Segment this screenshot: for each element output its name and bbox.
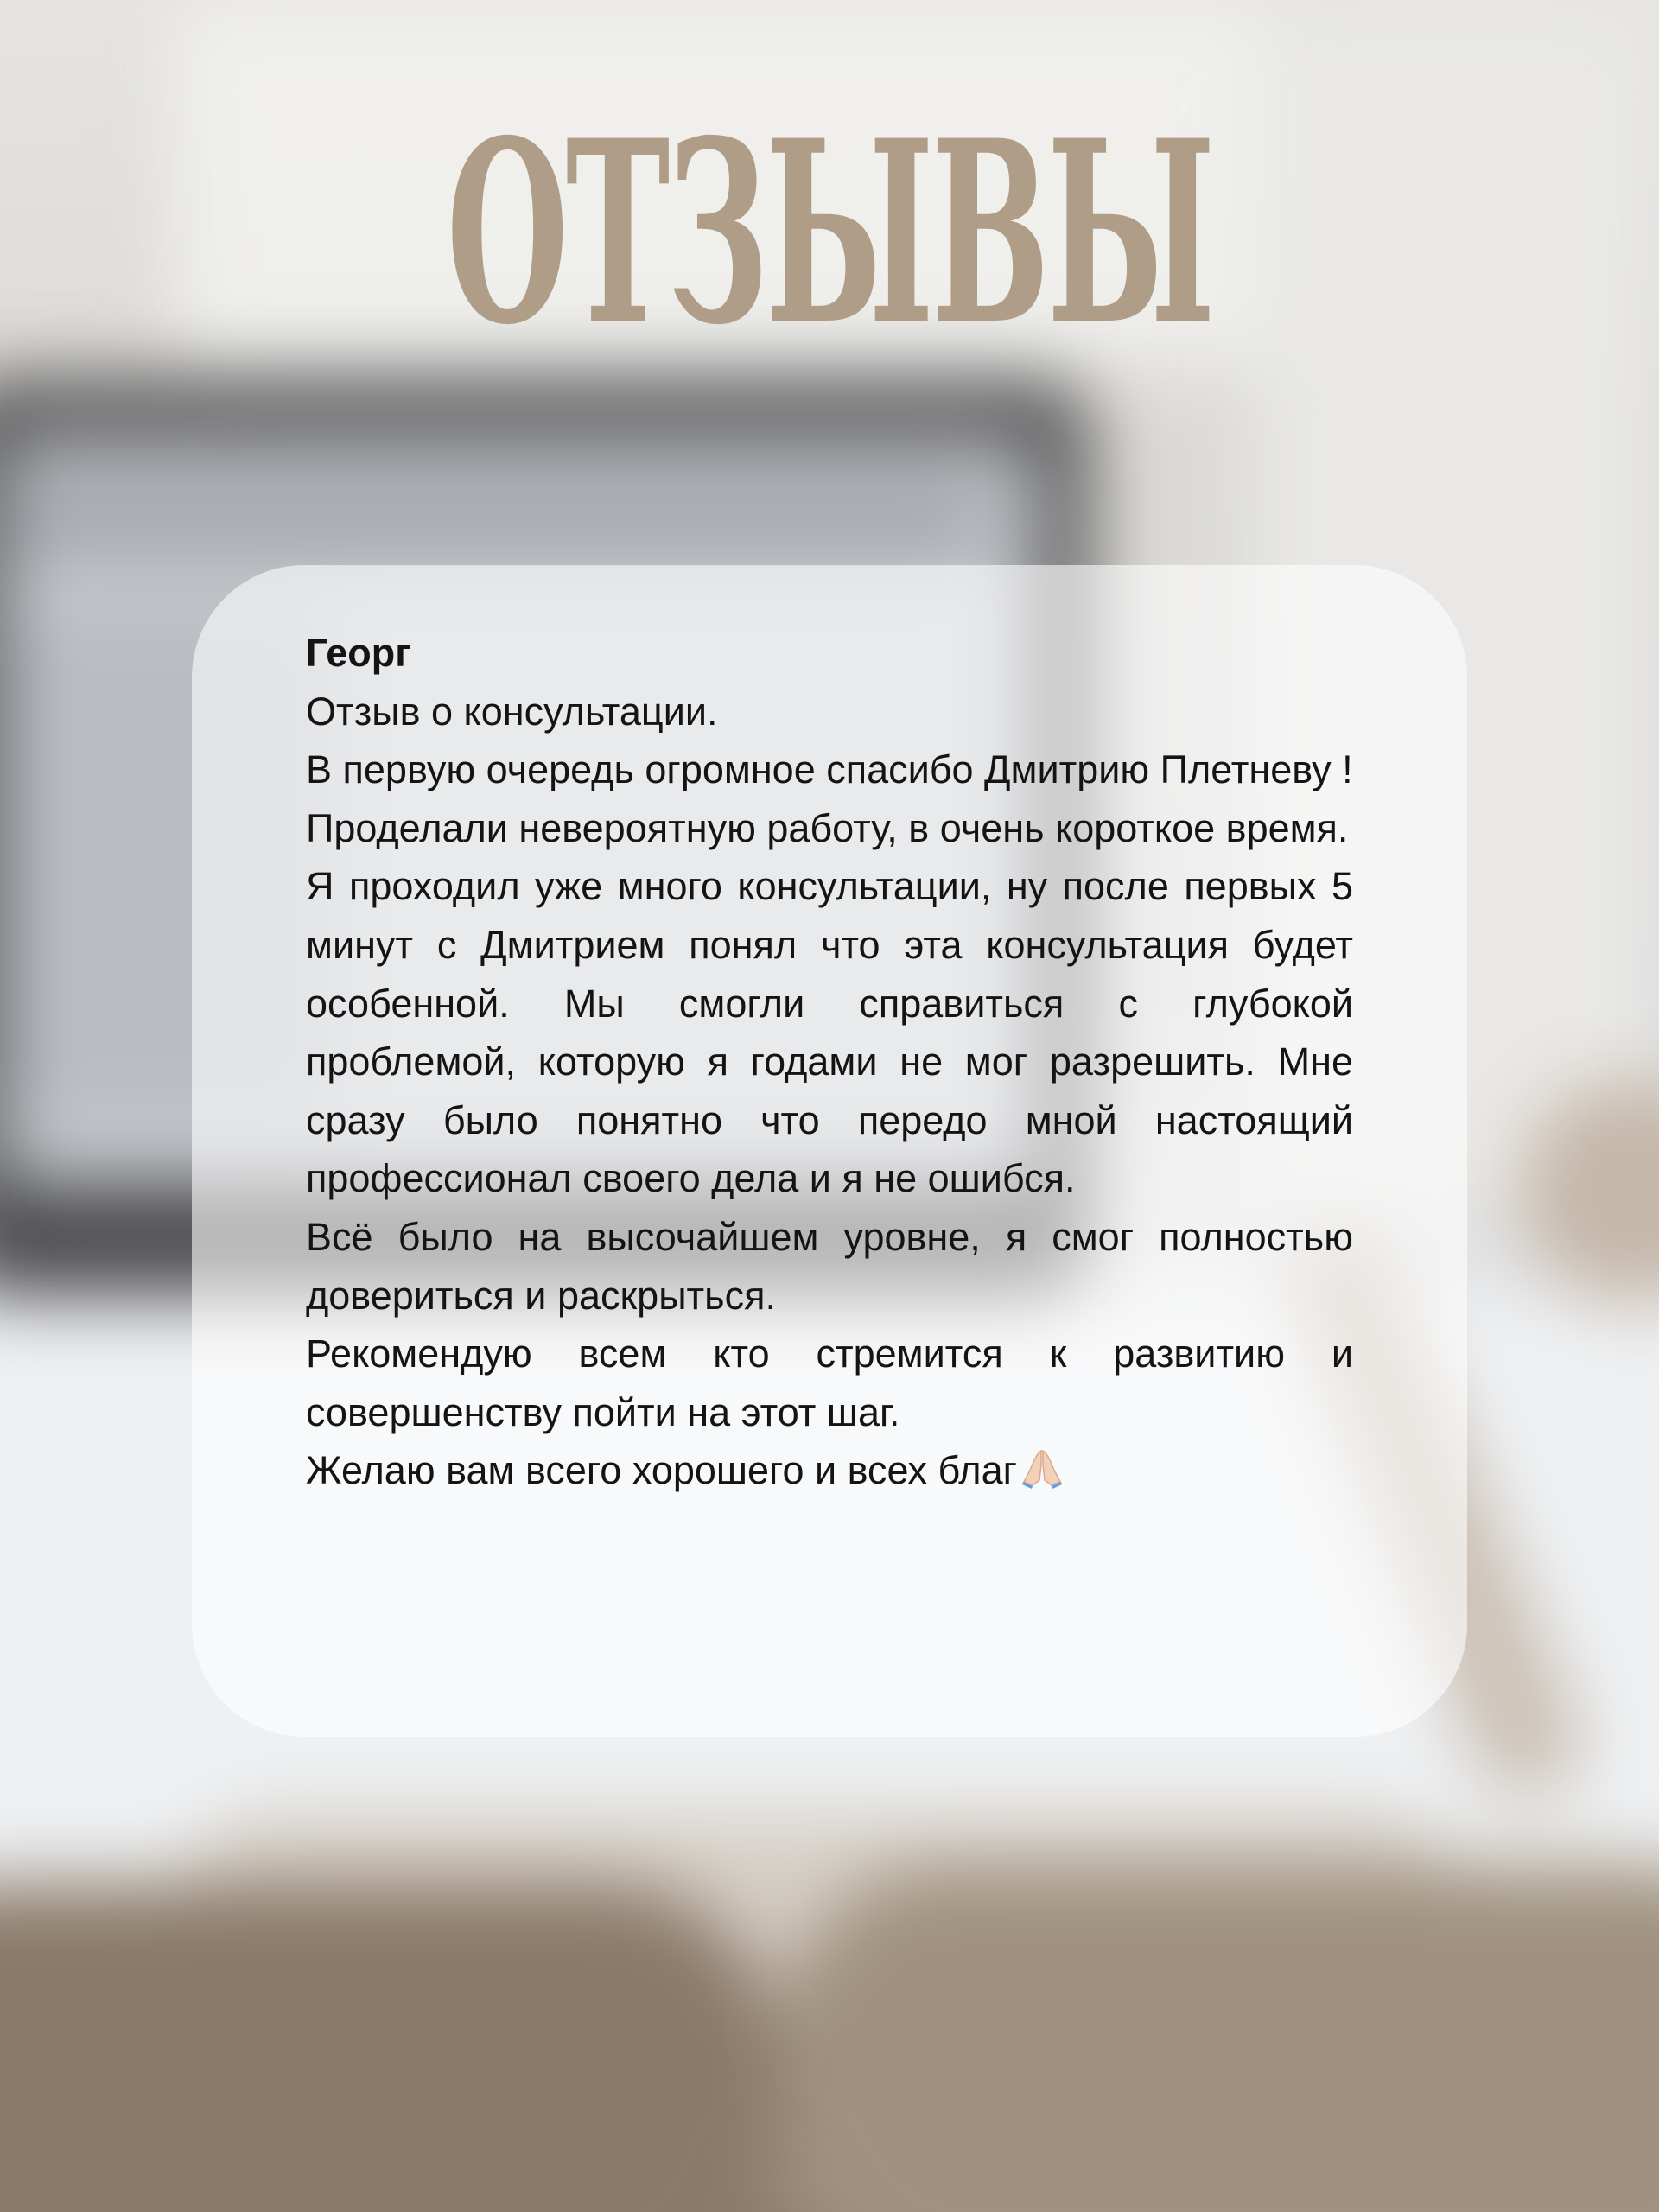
folded-hands-icon [1020,1446,1064,1489]
review-text [306,624,1353,1500]
review-author: Георг [306,631,411,675]
review-paragraph: В первую очередь огромное спасибо Дмитрию Плетневу ! [306,747,1353,792]
review-closing-text: Желаю вам всего хорошего и всех благ [306,1448,1018,1493]
review-paragraph: Я проходил уже много консультации, ну после первых 5 минут с Дмитрием понял что эта консультация будет особенной. Мы смогли справиться с глубокой проблемой, которую я годами не мог разрешить. Мне сразу было понятно что передо мной настоящий профессионал своего дела и я не ошибся. [306,864,1353,1201]
review-paragraph: Отзыв о консультации. [306,689,718,734]
review-card [192,565,1467,1737]
review-paragraph: Проделали невероятную работу, в очень короткое время. [306,805,1349,850]
review-paragraph: Всё было на высочайшем уровне, я смог полностью довериться и раскрыться. [306,1214,1353,1318]
review-paragraph: Рекомендую всем кто стремится к развитию и совершенству пойти на этот шаг. [306,1332,1353,1434]
review-closing [306,1441,1353,1500]
page-title: ОТЗЫВЫ [446,86,1213,380]
